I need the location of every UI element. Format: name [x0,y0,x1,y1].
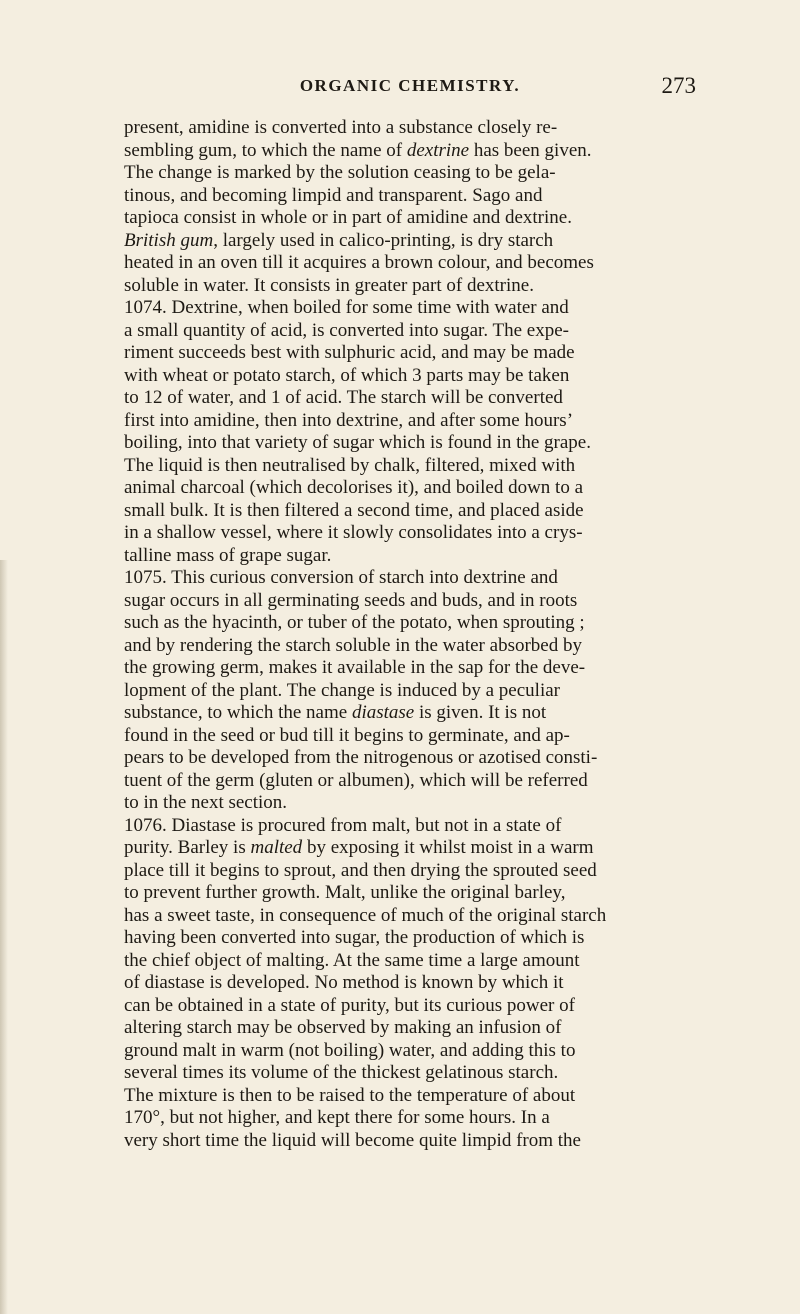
text-line: talline mass of grape sugar. [124,544,332,566]
text-line: tuent of the germ (gluten or albumen), which will be referred [124,769,588,791]
text-line: British gum, largely used in calico-printing, is dry starch [124,229,554,251]
text-line: riment succeeds best with sulphuric acid, and may be made [124,342,575,363]
text-line: of diastase is developed. No method is known by which it [124,972,564,993]
text-line: The change is marked by the solution ceasing to be gela- [124,162,556,183]
text-line: sembling gum, to which the name of dextrine has been given. [124,139,592,161]
text-line: tinous, and becoming limpid and transparent. Sago and [124,184,543,206]
text-line: very short time the liquid will become quite limpid from the [124,1129,581,1151]
paragraph-1076-start: 1076. Diastase is procured from malt, but not in a state of [124,814,562,836]
text-line: the growing germ, makes it available in the sap for the deve- [124,657,586,678]
text-line: 170°, but not higher, and kept there for some hours. In a [124,1107,550,1128]
text-line: has a sweet taste, in consequence of much of the original starch [124,904,607,926]
text-line: tapioca consist in whole or in part of amidine and dextrine. [124,207,572,228]
paragraph-1075-start: 1075. This curious conversion of starch into dextrine and [124,567,558,588]
page-edge-shadow [0,560,8,1314]
text-line: such as the hyacinth, or tuber of the potato, when sprouting ; [124,612,585,633]
text-line: the chief object of malting. At the same time a large amount [124,949,580,971]
text-line: sugar occurs in all germinating seeds and buds, and in roots [124,589,578,611]
text-line: to prevent further growth. Malt, unlike the original barley, [124,882,566,903]
text-line: and by rendering the starch soluble in the water absorbed by [124,634,582,656]
text-line: to 12 of water, and 1 of acid. The starch will be converted [124,387,563,408]
text-line: lopment of the plant. The change is induced by a peculiar [124,679,560,701]
text-line: heated in an oven till it acquires a brown colour, and becomes [124,252,594,273]
text-line: pears to be developed from the nitrogenous or azotised consti- [124,747,598,768]
text-line: to in the next section. [124,792,288,813]
text-line: animal charcoal (which decolorises it), and boiled down to a [124,477,584,498]
body-text [124,117,696,1152]
text-line: found in the seed or bud till it begins to germinate, and ap- [124,724,570,746]
paragraph-1074-start: 1074. Dextrine, when boiled for some time with water and [124,297,569,318]
text-line: soluble in water. It consists in greater part of dextrine. [124,274,534,296]
text-line: with wheat or potato starch, of which 3 parts may be taken [124,364,570,386]
text-line: purity. Barley is malted by exposing it whilst moist in a warm [124,837,594,858]
text-line: having been converted into sugar, the production of which is [124,927,585,948]
text-line: The liquid is then neutralised by chalk, filtered, mixed with [124,454,576,476]
text-line: in a shallow vessel, where it slowly consolidates into a crys- [124,522,583,543]
text-line: several times its volume of the thickest gelatinous starch. [124,1062,559,1083]
text-line: small bulk. It is then filtered a second time, and placed aside [124,499,584,521]
page-number: 273 [661,73,696,98]
page-header [124,73,696,108]
running-head: ORGANIC CHEMISTRY. [299,76,521,95]
text-line: boiling, into that variety of sugar which is found in the grape. [124,432,591,453]
text-line: The mixture is then to be raised to the temperature of about [124,1084,576,1106]
text-line: substance, to which the name diastase is given. It is not [124,702,547,723]
text-line: altering starch may be observed by making an infusion of [124,1017,562,1038]
text-line: place till it begins to sprout, and then drying the sprouted seed [124,859,597,881]
text-line: can be obtained in a state of purity, but its curious power of [124,994,575,1016]
text-line: a small quantity of acid, is converted into sugar. The expe- [124,319,569,341]
text-line: present, amidine is converted into a substance closely re- [124,117,558,138]
text-line: ground malt in warm (not boiling) water, and adding this to [124,1039,576,1061]
text-line: first into amidine, then into dextrine, and after some hours’ [124,409,574,431]
